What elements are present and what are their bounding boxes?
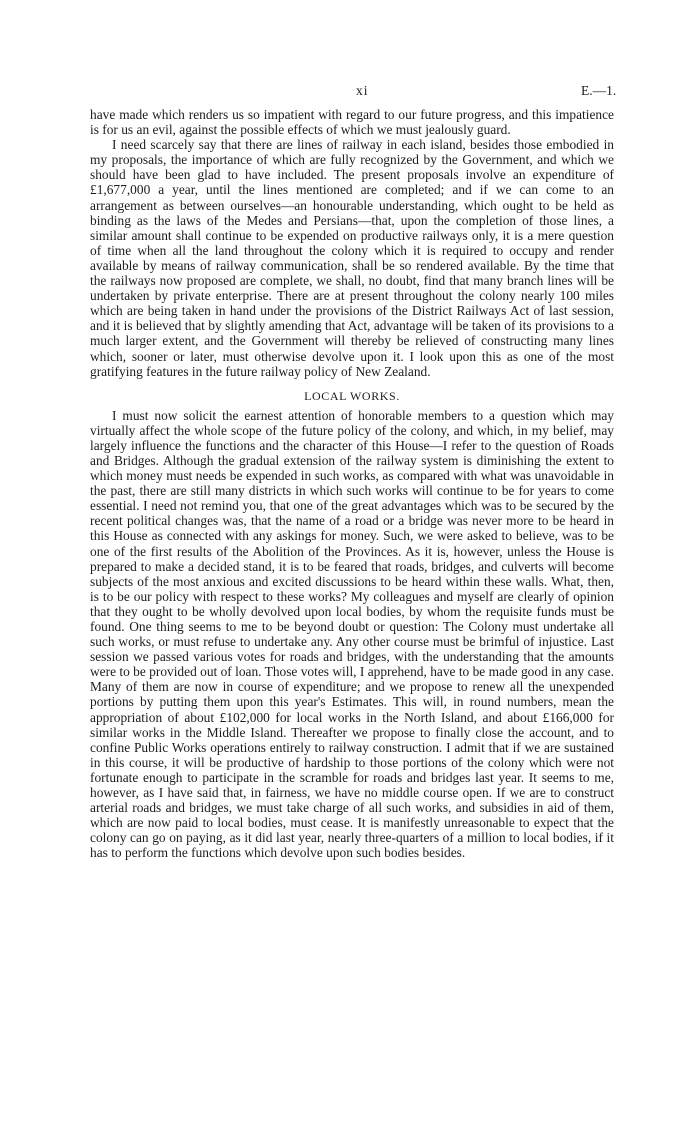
document-reference: E.—1. [581, 83, 617, 98]
page-number: xi [356, 83, 369, 98]
paragraph-continuation: have made which renders us so impatient with regard to our future progress, and this impatience is for us an evil, against the possible effects of which we must jealously guard. [90, 107, 614, 138]
body-text [90, 107, 614, 861]
section-heading: LOCAL WORKS. [304, 388, 400, 403]
paragraph-local-works: I must now solicit the earnest attention of honorable members to a question which may virtually affect the whole scope of the future policy of the colony, and which, in my belief, may largely influence the functions and the character of this House—I refer to the question of Roads and Bridges. Although the gradual extension of the railway system is diminishing the extent to which money must needs be expended in such works, as compared with what was unavoidable in the past, there are still many districts in which such works will continue to be for years to come essential. I need not remind you, that one of the great advantages which was to be secured by the recent political changes was, that the name of a road or a bridge was never more to be heard in this House as connected with any askings for money. Such, we were asked to believe, was to be one of the first results of the Abolition of the Provinces. As it is, however, unless the House is prepared to make a decided stand, it is to be feared that roads, bridges, and culverts will become subjects of the most anxious and excited discussions to be heard within these walls. What, then, is to be our policy with respect to these works? My colleagues and myself are clearly of opinion that they ought to be wholly devolved upon local bodies, by whom the requisite funds must be found. One thing seems to me to be beyond doubt or question: The Colony must undertake all such works, or must refuse to undertake any. Any other course must be brimful of injustice. Last session we passed various votes for roads and bridges, with the understanding that the amounts were to be provided out of loan. Those votes will, I apprehend, have to be made good in any case. Many of them are now in course of expenditure; and we propose to renew all the unexpended portions by putting them upon this year's Estimates. This will, in round numbers, mean the appropriation of about £102,000 for local works in the North Island, and about £166,000 for similar works in the Middle Island. Thereafter we propose to finally close the account, and to confine Public Works operations entirely to railway construction. I admit that if we are sustained in this course, it will be productive of hardship to those portions of the colony which were not fortunate enough to participate in the scramble for roads and bridges last year. It seems to me, however, as I have said that, in fairness, we have no middle course open. If we are to construct arterial roads and bridges, we must take charge of all such works, and subsidies in aid of them, which are now paid to local bodies, must cease. It is manifestly unreasonable to expect that the colony can go on paying, as it did last year, nearly three-quarters of a million to local bodies, if it has to perform the functions which devolve upon such bodies besides. [90, 407, 614, 861]
paragraph-railway-lines: I need scarcely say that there are lines of railway in each island, besides those embodied in my proposals, the importance of which are fully recognized by the Government, and which we should have been glad to have included. The present proposals involve an expenditure of £1,677,000 a year, until the lines mentioned are completed; and if we can come to an arrangement as between ourselves—an honourable understanding, which ought to be held as binding as the laws of the Medes and Persians—that, upon the completion of those lines, a similar amount shall continue to be expended on productive railways only, it is a mere question of time when all the land throughout the colony which it is required to occupy and render available by means of railway communication, shall be so rendered available. By the time that the railways now proposed are complete, we shall, no doubt, find that many branch lines will be undertaken by private enterprise. There are at present throughout the colony nearly 100 miles which are being taken in hand under the provisions of the District Railways Act of last session, and it is believed that by slightly amending that Act, advantage will be taken of its provisions to a much larger extent, and the Government will thereby be relieved of constructing many lines which, sooner or later, must otherwise devolve upon it. I look upon this as one of the most gratifying features in the future railway policy of New Zealand. [90, 137, 614, 379]
page-header [0, 83, 700, 103]
